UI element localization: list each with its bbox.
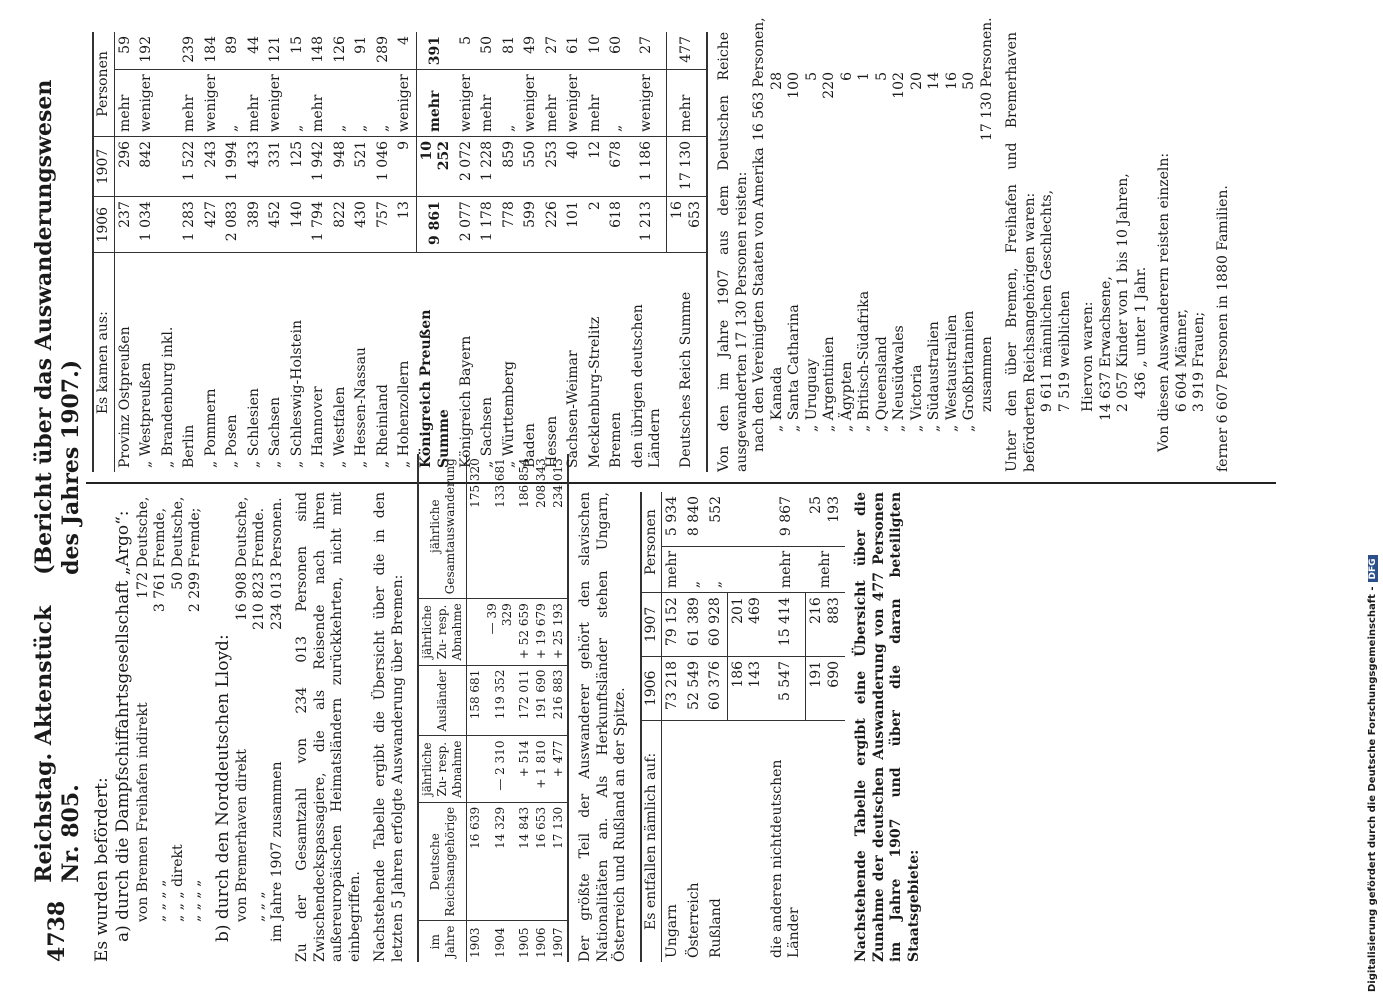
table-header: jährliche Zu- resp. Abnahme (418, 736, 467, 802)
list-item: 14 637 Erwachsene, (1097, 276, 1114, 421)
list-item: 6 604 Männer, (1173, 308, 1190, 413)
table-row: „ Westfalen 822 948 „ 126 (330, 32, 352, 472)
list-item: „ Queensland5 (873, 72, 890, 432)
list-item: „ „ „ „3 761 Fremde, (152, 507, 168, 922)
table-header: jährliche Zu- resp. Abnahme (418, 599, 467, 665)
table-header: im Jahre (418, 921, 467, 962)
table-row: den übrigen deutschen Ländern 1 213 1 186 weniger 27 (628, 32, 667, 472)
destination-list (769, 32, 979, 472)
list-item: „ Uruguay5 (803, 72, 820, 432)
intro-text: Es wurden befördert: (92, 777, 112, 962)
total-line: im Jahre 1907 zusammen234 013 Personen. (268, 497, 285, 942)
table-row: „ Hessen-Nassau 430 521 „ 91 (351, 32, 373, 472)
table-row: Königreich Bayern 2 077 2 072 weniger 5 (456, 32, 478, 472)
table-header: 1907 (641, 593, 662, 657)
table-header: Es kamen aus: (93, 253, 114, 472)
list-item: 3 919 Frauen; (1191, 311, 1207, 413)
emigration-5-year-table (417, 454, 569, 962)
dfg-logo: DFG (1368, 555, 1378, 582)
page-header (30, 32, 84, 962)
section-a-rows (135, 492, 205, 962)
list-item: 436 „ unter 1 Jahr. (1132, 266, 1149, 399)
table-row: Österreich 52 549 61 389 „ 8 840 (684, 492, 706, 962)
table-row: 186 143 201 469 (727, 492, 767, 962)
table-row: „ Brandenburg inkl. (158, 32, 180, 472)
list-item: „ Victoria20 (908, 72, 925, 432)
list-item: „ Ägypten6 (838, 72, 855, 432)
table-row: „ Schlesien 389 433 mehr 44 (244, 32, 266, 472)
header-title-right: (Bericht über das Auswanderungswesen des Jahres 1907.) (30, 79, 84, 575)
list-item: „ Britisch-Südafrika1 (856, 72, 872, 432)
table-row: Provinz Ostpreußen 237 296 mehr 59 (114, 32, 136, 472)
table-row: „ Pommern 427 243 weniger 184 (201, 32, 223, 472)
table-row: 1906 16 653 + 1 810 191 690 + 19 679 208 343 (533, 454, 550, 962)
right-column (92, 17, 1232, 472)
origin-table (92, 32, 708, 472)
credit-text: Digitalisierung gefördert durch die Deutsche Forschungsgemeinschaft - (1367, 586, 1378, 992)
table-row: die anderen nichtdeutschen Länder 5 547 15 414 mehr 9 867 (767, 492, 806, 962)
table-header: 1906 (93, 197, 114, 253)
paragraph: Unter den über Bremen, Freihafen und Bremerhaven beförderten Reichsangehörigen waren: (1004, 32, 1038, 472)
table-row: Sachsen-Weimar 101 40 weniger 61 (563, 32, 585, 472)
table-header: Deutsche Reichsangehörige (418, 802, 467, 921)
column-divider (86, 482, 1276, 484)
destination-intro: nach den Vereinigten Staaten von Amerika16 563 Personen, (751, 17, 767, 452)
table-row: „ Sachsen 1 178 1 228 mehr 50 (477, 32, 499, 472)
paragraph: Zu der Gesamtzahl von 234 013 Personen sind Zwischendeckspassagiere, die als Reisende nach ihren außereuropäischen Heimatsländern zurückkehrten, nicht mit einbegriffen. (294, 492, 363, 962)
left-column (92, 458, 923, 962)
list-item: „ „ „ „2 299 Fremde; (187, 507, 203, 922)
list-item: 7 519 weiblichen (1056, 290, 1073, 413)
paragraph: Nachstehende Tabelle ergibt eine Übersicht über die Zunahme der deutschen Auswanderung von 477 Personen im Jahre 1907 und über die daran beteiligten Staatsgebiete: (853, 492, 922, 962)
table-row: Hessen 226 253 mehr 27 (542, 32, 564, 472)
table-row: „ Posen 2 083 1 994 „ 89 (222, 32, 244, 472)
table-header: 1907 (93, 136, 114, 196)
table-row: 191 690 216 883 mehr 25 193 (806, 492, 846, 962)
table-header: 1906 (641, 656, 662, 720)
table-row: „ Hannover 1 794 1 942 mehr 148 (308, 32, 330, 472)
table-row: „ Hohenzollern 13 9 weniger 4 (394, 32, 416, 472)
table-header: Ausländer (418, 665, 467, 736)
table-row: Rußland 60 376 60 928 „ 552 (705, 492, 727, 962)
header-title-left: Reichstag. Aktenstück Nr. 805. (30, 605, 84, 883)
list-item: von Bremen Freihafen indirekt172 Deutsche, (134, 496, 151, 922)
families-line: ferner 6 607 Personen in 1880 Familien. (1214, 185, 1231, 472)
list-item: „ Westaustralien16 (943, 72, 960, 432)
table-row: „ Schleswig-Holstein 140 125 „ 15 (287, 32, 309, 472)
list-item: „ Neusüdwales102 (891, 72, 907, 432)
list-item: 2 057 Kinder von 1 bis 10 Jahren, (1115, 173, 1131, 413)
table-row: „ Sachsen 452 331 weniger 121 (265, 32, 287, 472)
table-row: Bremen 618 678 „ 60 (606, 32, 628, 472)
hiervon-label: Hiervon waren: (1080, 301, 1096, 412)
list-item: von Bremerhaven direkt16 908 Deutsche, (233, 496, 250, 922)
table-row: 1905 14 843 + 514 172 011 + 52 659 186 854 (516, 454, 533, 962)
list-item: 9 611 männlichen Geschlechts, (1039, 189, 1055, 413)
destination-total: zusammen17 130 Personen. (978, 17, 995, 412)
table-row: „ Rheinland 757 1 046 „ 289 (373, 32, 395, 472)
table-header: Es entfallen nämlich auf: (641, 720, 662, 962)
table-header: jährliche Gesamtauswanderung (418, 454, 467, 599)
list-item: „ „ „ direkt50 Deutsche, (169, 496, 186, 922)
paragraph: Nachstehende Tabelle ergibt die Übersicht über die in den letzten 5 Jahren erfolgte Auswanderung über Bremen: (372, 492, 406, 962)
single-intro: Von diesen Auswanderern reisten einzeln: (1156, 152, 1172, 452)
list-item: „ Santa Catharina100 (786, 72, 802, 432)
table-row: Berlin 1 283 1 522 mehr 239 (179, 32, 201, 472)
paragraph: Der größte Teil der Auswanderer gehört den slavischen Nationalitäten an. Als Herkunftsländer stehen Ungarn, Österreich und Rußland an der Spitze. (577, 492, 629, 962)
digitization-credit (1367, 8, 1383, 992)
list-item: „ Kanada28 (768, 72, 785, 432)
table-header: Personen (641, 492, 662, 593)
section-a-label: a) durch die Dampfschiffahrtsgesellschaft „Argo“: (113, 510, 134, 942)
table-row: Mecklenburg-Strelitz 2 12 mehr 10 (585, 32, 607, 472)
table-row: 1903 16 639 158 681 175 320 (467, 454, 485, 962)
section-b-label: b) durch den Norddeutschen Lloyd: (212, 634, 233, 942)
table-row: Deutsches Reich Summe 16 653 17 130 mehr 477 (667, 32, 708, 472)
table-row: Baden 599 550 weniger 49 (520, 32, 542, 472)
list-item: „ „ „210 823 Fremde. (251, 507, 268, 922)
list-item: „ Argentinien220 (821, 72, 837, 432)
table-header: Personen (93, 32, 114, 136)
table-row: „ Westpreußen 1 034 842 weniger 192 (136, 32, 158, 472)
nationality-table (640, 492, 846, 962)
list-item: „ Großbritannien50 (961, 72, 977, 432)
page-number: 4738 (44, 900, 71, 962)
table-row: „ Württemberg 778 859 „ 81 (499, 32, 521, 472)
table-row: Königreich Preußen Summe 9 861 10 252 mehr 391 (416, 32, 456, 472)
paragraph: Von den im Jahre 1907 aus dem Deutschen Reiche ausgewanderten 17 130 Personen reisten: (716, 32, 750, 472)
table-row: 1904 14 329 — 2 310 119 352 — 39 329 133 681 (484, 454, 516, 962)
table-row: 1907 17 130 + 477 216 883 + 25 193 234 013 (550, 454, 568, 962)
table-row: Ungarn 73 218 79 152 mehr 5 934 (662, 492, 684, 962)
list-item: „ Südaustralien14 (926, 72, 942, 432)
